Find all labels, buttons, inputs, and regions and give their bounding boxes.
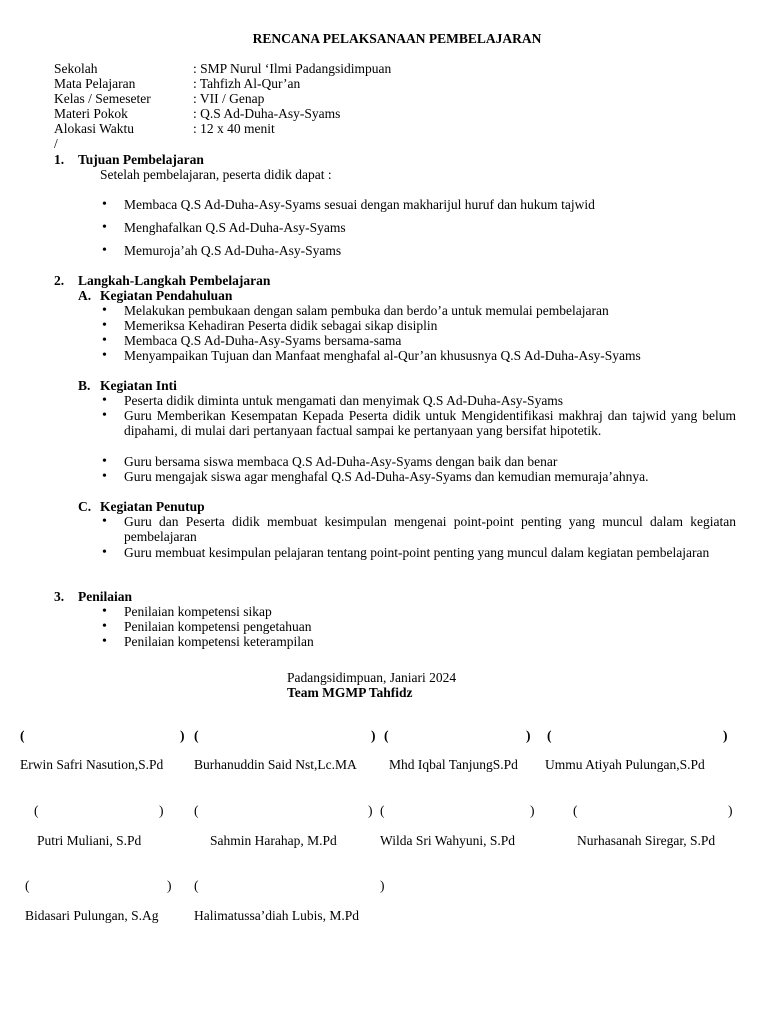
identity-label-class: Kelas / Semeseter xyxy=(54,91,151,106)
section2-heading: Langkah-Langkah Pembelajaran xyxy=(78,273,271,288)
identity-label-school: Sekolah xyxy=(54,61,98,76)
identity-value-class: : VII / Genap xyxy=(193,91,265,106)
section2a-heading: Kegiatan Pendahuluan xyxy=(100,288,233,303)
section1-number: 1. xyxy=(54,152,65,167)
identity-label-topic: Materi Pokok xyxy=(54,106,128,121)
signature-close-paren: ) xyxy=(368,803,373,818)
signatory-name: Sahmin Harahap, M.Pd xyxy=(210,833,337,848)
signatory-name: Nurhasanah Siregar, S.Pd xyxy=(577,833,716,848)
signature-open-paren: ( xyxy=(380,803,385,818)
identity-value-school: : SMP Nurul ‘Ilmi Padangsidimpuan xyxy=(193,61,392,76)
signature-close-paren: ) xyxy=(530,803,535,818)
list-item: • Penilaian kompetensi keterampilan xyxy=(124,634,314,649)
list-item: • Memuroja’ah Q.S Ad-Duha-Asy-Syams xyxy=(124,243,341,258)
signature-close-paren: ) xyxy=(728,803,733,818)
signature-close-paren: ) xyxy=(167,878,172,893)
signature-open-paren: ( xyxy=(34,803,39,818)
section1-intro: Setelah pembelajaran, peserta didik dapat : xyxy=(100,167,332,182)
signatory-name: Burhanuddin Said Nst,Lc.MA xyxy=(194,757,357,772)
list-item: • Guru bersama siswa membaca Q.S Ad-Duha-Asy-Syams dengan baik dan benar xyxy=(124,454,557,469)
list-item: • Memeriksa Kehadiran Peserta didik sebagai sikap disiplin xyxy=(124,318,437,333)
section2c-letter: C. xyxy=(78,499,92,514)
list-item: • Guru mengajak siswa agar menghafal Q.S Ad-Duha-Asy-Syams dan kemudian memuraja’ahnya. xyxy=(124,469,648,484)
signatory-name: Putri Muliani, S.Pd xyxy=(37,833,142,848)
list-item: • Membaca Q.S Ad-Duha-Asy-Syams sesuai dengan makharijul huruf dan hukum tajwid xyxy=(124,197,595,212)
signature-close-paren: ) xyxy=(380,878,385,893)
list-item: • Peserta didik diminta untuk mengamati dan menyimak Q.S Ad-Duha-Asy-Syams xyxy=(124,393,563,408)
signature-close-paren: ) xyxy=(371,728,376,743)
team-name: Team MGMP Tahfidz xyxy=(287,685,413,700)
signatory-name: Mhd Iqbal TanjungS.Pd xyxy=(389,757,518,772)
signatory-name: Erwin Safri Nasution,S.Pd xyxy=(20,757,164,772)
list-item: • Menyampaikan Tujuan dan Manfaat menghafal al-Qur’an khususnya Q.S Ad-Duha-Asy-Syams xyxy=(124,348,641,363)
signature-open-paren: ( xyxy=(384,728,389,743)
list-item: • Membaca Q.S Ad-Duha-Asy-Syams bersama-sama xyxy=(124,333,401,348)
section3-heading: Penilaian xyxy=(78,589,133,604)
signatory-name: Ummu Atiyah Pulungan,S.Pd xyxy=(545,757,705,772)
signature-open-paren: ( xyxy=(25,878,30,893)
section2a-letter: A. xyxy=(78,288,92,303)
section1-heading: Tujuan Pembelajaran xyxy=(78,152,204,167)
signature-open-paren: ( xyxy=(20,728,25,743)
list-item: • Guru dan Peserta didik membuat kesimpulan mengenai point-point penting yang muncul dalam kegiatan pembelajaran xyxy=(124,514,736,544)
signature-open-paren: ( xyxy=(194,803,199,818)
list-item: • Melakukan pembukaan dengan salam pembuka dan berdo’a untuk memulai pembelajaran xyxy=(124,303,609,318)
place-date: Padangsidimpuan, Janiari 2024 xyxy=(287,670,457,685)
section2c-heading: Kegiatan Penutup xyxy=(100,499,205,514)
signature-open-paren: ( xyxy=(194,728,199,743)
signatory-name: Halimatussa’diah Lubis, M.Pd xyxy=(194,908,359,923)
identity-value-time: : 12 x 40 menit xyxy=(193,121,275,136)
list-item: • Guru membuat kesimpulan pelajaran tentang point-point penting yang muncul dalam kegiatan pembelajaran xyxy=(124,545,736,560)
identity-label-time: Alokasi Waktu xyxy=(54,121,135,136)
document-title: RENCANA PELAKSANAAN PEMBELAJARAN xyxy=(252,31,542,46)
signature-close-paren: ) xyxy=(526,728,531,743)
section2-number: 2. xyxy=(54,273,65,288)
identity-label-subject: Mata Pelajaran xyxy=(54,76,136,91)
section3-number: 3. xyxy=(54,589,65,604)
signature-open-paren: ( xyxy=(547,728,552,743)
stray-slash: / xyxy=(54,136,58,151)
signature-open-paren: ( xyxy=(573,803,578,818)
signature-close-paren: ) xyxy=(180,728,185,743)
signatory-name: Bidasari Pulungan, S.Ag xyxy=(25,908,159,923)
identity-value-topic: : Q.S Ad-Duha-Asy-Syams xyxy=(193,106,341,121)
list-item: • Menghafalkan Q.S Ad-Duha-Asy-Syams xyxy=(124,220,346,235)
signature-close-paren: ) xyxy=(723,728,728,743)
list-item: • Penilaian kompetensi sikap xyxy=(124,604,272,619)
section2b-heading: Kegiatan Inti xyxy=(100,378,177,393)
list-item: • Penilaian kompetensi pengetahuan xyxy=(124,619,311,634)
signature-open-paren: ( xyxy=(194,878,199,893)
list-item: • Guru Memberikan Kesempatan Kepada Peserta didik untuk Mengidentifikasi makhraj dan tajwid yang belum dipahami, di mulai dari pertanyaan factual sampai ke pertanyaan yang bersifat hipotetik. xyxy=(124,408,736,438)
signature-close-paren: ) xyxy=(159,803,164,818)
signatory-name: Wilda Sri Wahyuni, S.Pd xyxy=(380,833,515,848)
section2b-letter: B. xyxy=(78,378,91,393)
identity-value-subject: : Tahfizh Al-Qur’an xyxy=(193,76,301,91)
